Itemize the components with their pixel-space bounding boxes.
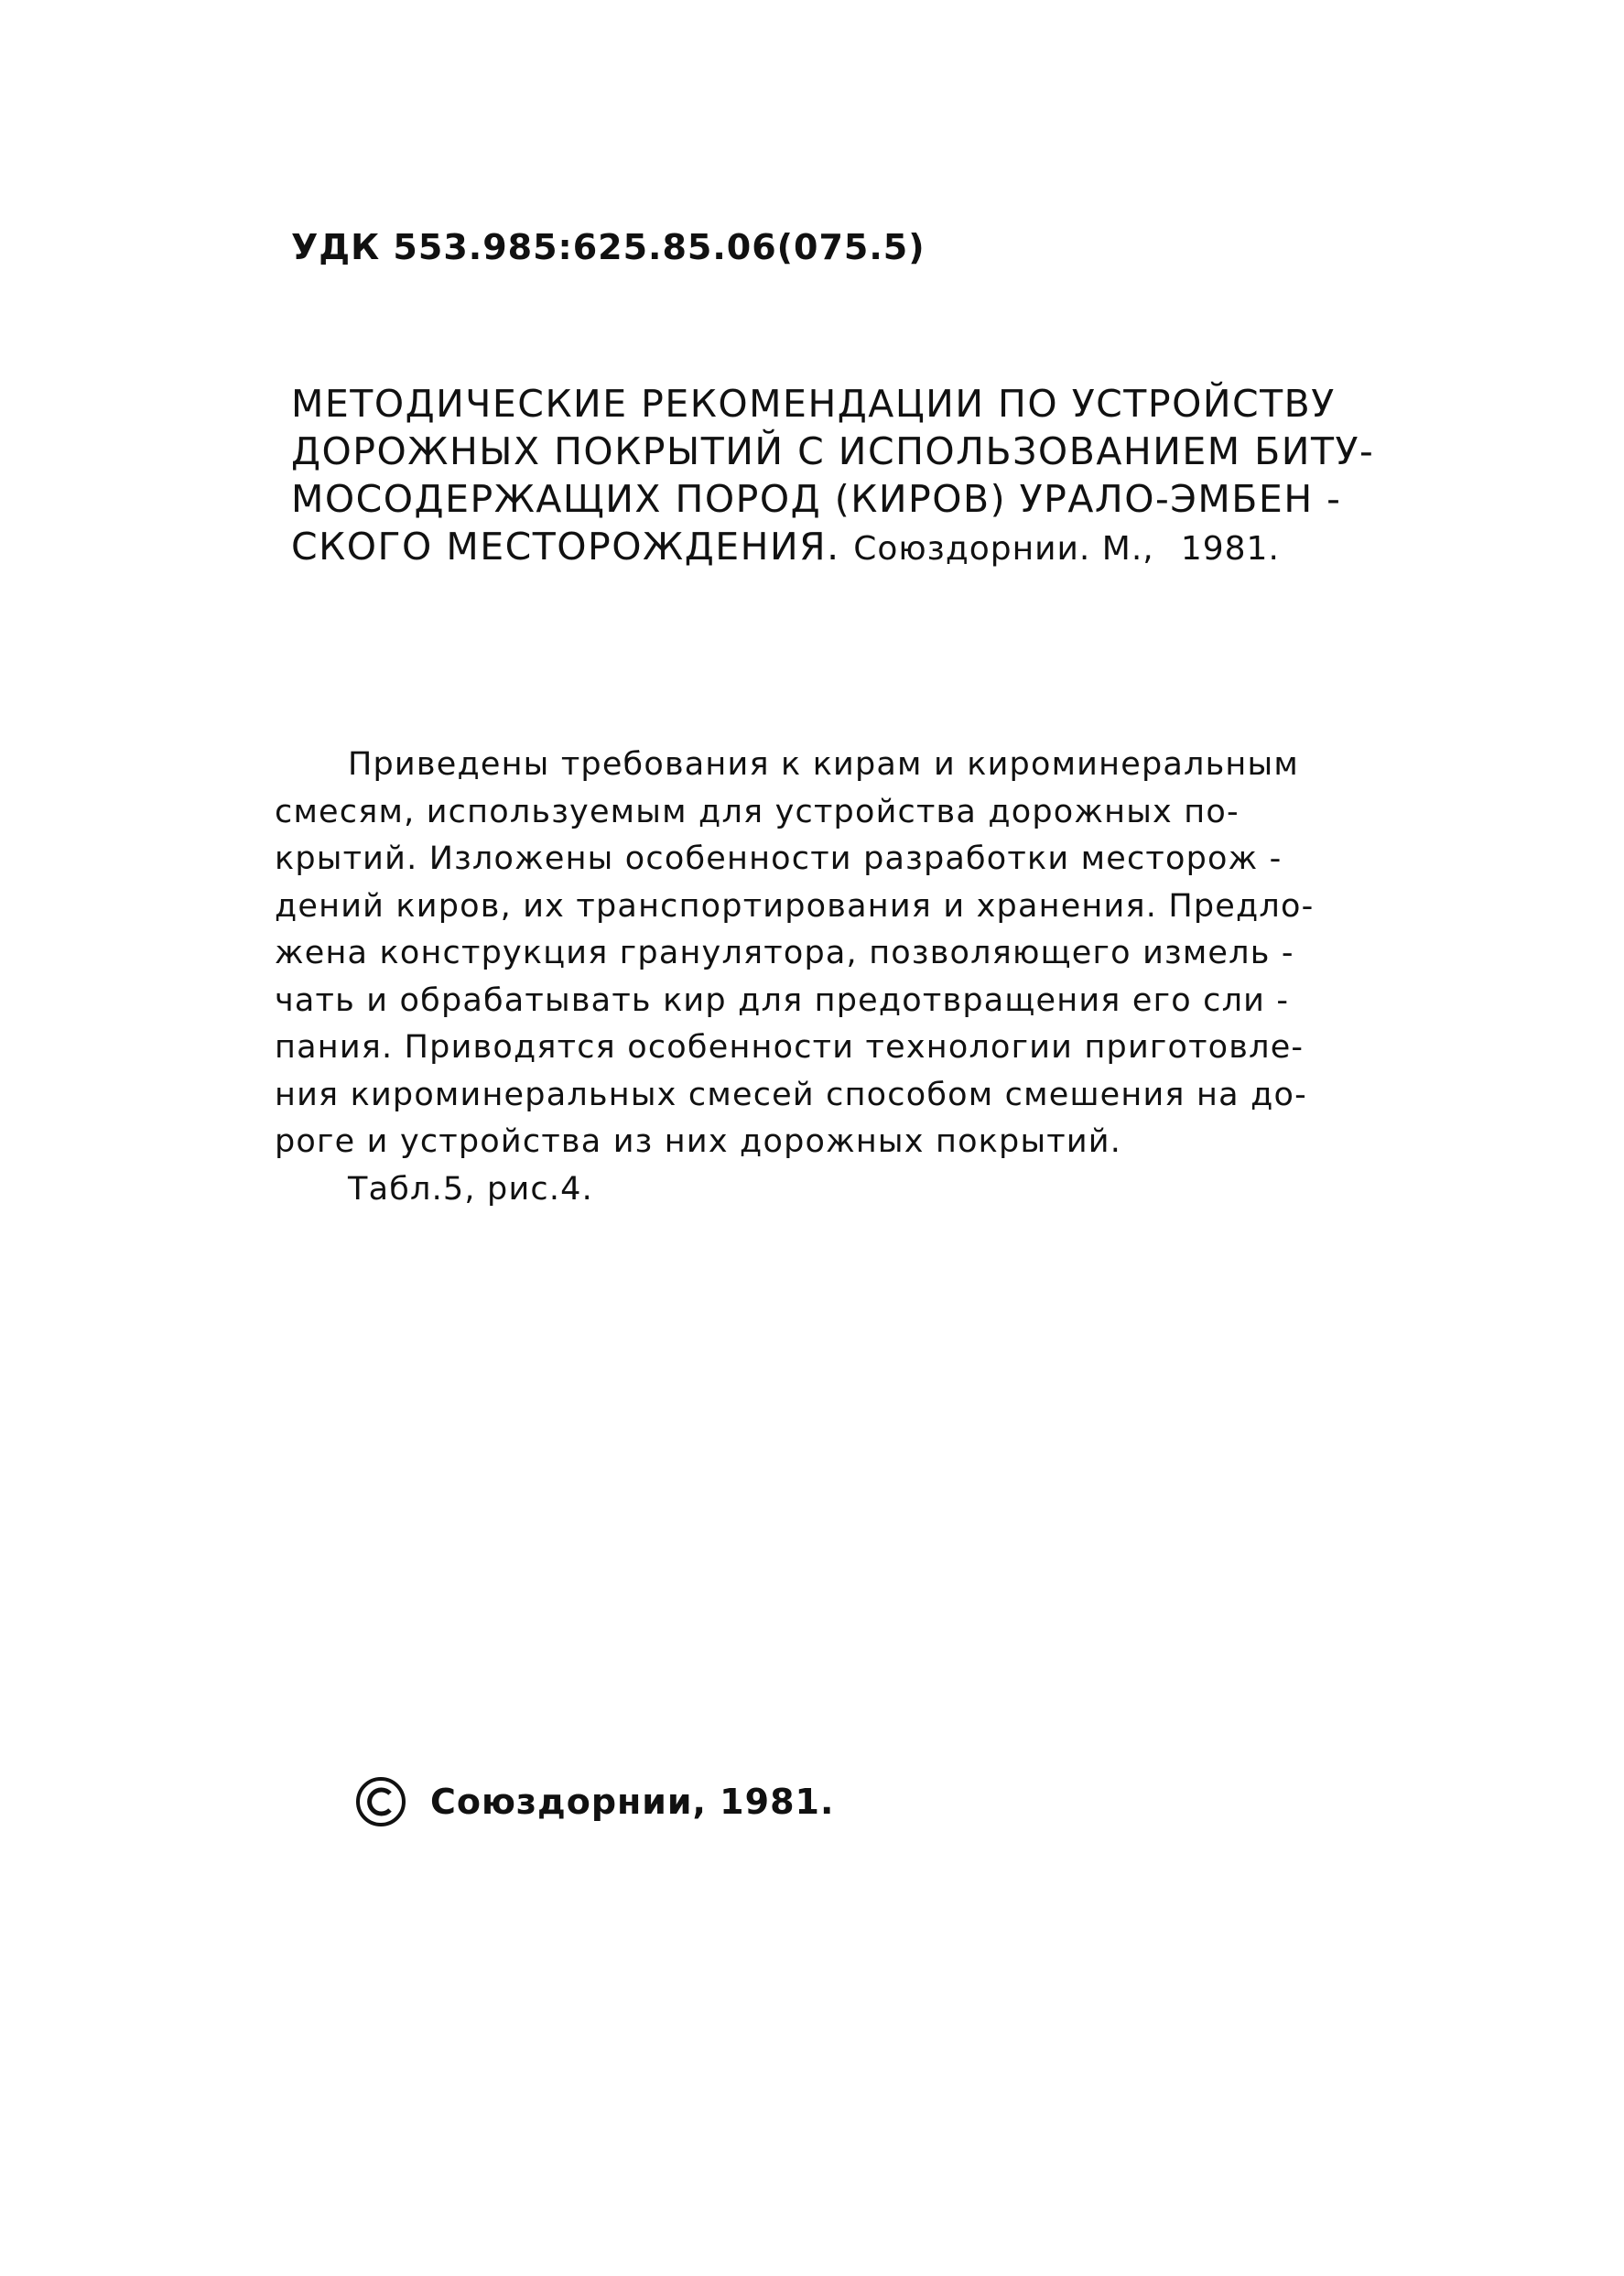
abstract-line: чать и обрабатывать кир для предотвращения его сли - (275, 981, 1290, 1019)
abstract-line: роге и устройства из них дорожных покрытий. (275, 1123, 1122, 1160)
copyright-text: Союздорнии, 1981. (430, 1782, 835, 1822)
title-line: МЕТОДИЧЕСКИЕ РЕКОМЕНДАЦИИ ПО УСТРОЙСТВУ (291, 382, 1336, 426)
abstract-line: Приведены требования к кирам и кироминеральным (348, 746, 1299, 783)
abstract-line: жена конструкция гранулятора, позволяющего измель - (275, 935, 1294, 971)
abstract-line: дений киров, их транспортирования и хранения. Предло- (275, 887, 1315, 925)
udk-code: УДК 553.985:625.85.06(075.5) (291, 227, 926, 267)
title-line: ДОРОЖНЫХ ПОКРЫТИЙ С ИСПОЛЬЗОВАНИЕМ БИТУ- (291, 429, 1375, 473)
title-line: МОСОДЕРЖАЩИХ ПОРОД (КИРОВ) УРАЛО-ЭМБЕН - (291, 477, 1342, 521)
copyright-notice (355, 1776, 834, 1827)
abstract-line: смесям, используемым для устройства дорожных по- (275, 793, 1240, 830)
copyright-icon (355, 1776, 406, 1827)
abstract-line: пания. Приводятся особенности технологии приготовле- (275, 1029, 1305, 1066)
abstract-line: ния кироминеральных смесей способом смешения на до- (275, 1076, 1307, 1113)
abstract (275, 742, 1465, 1213)
bibliographic-title (291, 380, 1481, 573)
title-line: СКОГО МЕСТОРОЖДЕНИЯ. (291, 525, 840, 569)
abstract-line: крытий. Изложены особенности разработки месторож - (275, 840, 1283, 877)
publication-year: 1981. (1180, 530, 1280, 568)
publisher-info: Союздорнии. М., (853, 530, 1154, 568)
title-line-last (291, 523, 1481, 573)
tables-figures-count: Табл.5, рис.4. (348, 1170, 593, 1208)
